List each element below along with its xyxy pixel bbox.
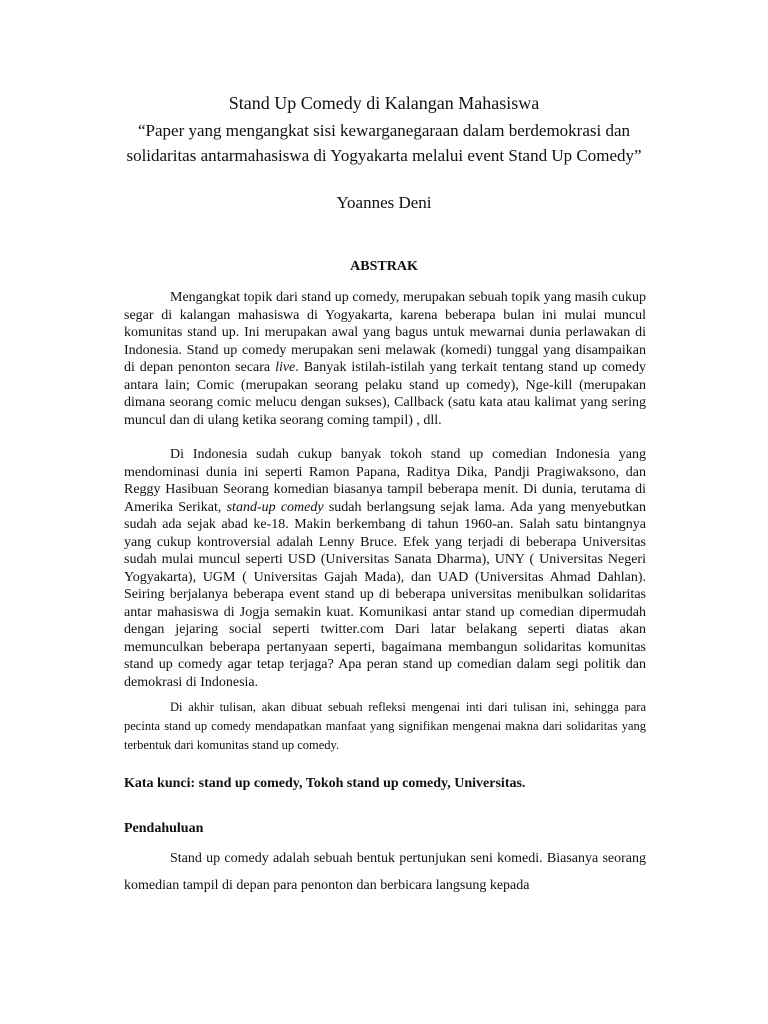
p2-text-b: sudah berlangsung sejak lama. Ada yang menyebutkan sudah ada sejak abad ke-18. Makin berkembang di tahun 1960-an. Salah satu bintangnya yang cukup kontroversial adalah Lenny Bruce. Efek yang terjadi di beberapa Universitas sudah mulai muncul seperti USD (Universitas Sanata Dharma), UNY ( Universitas Negeri Yogyakarta), UGM ( Universitas Gajah Mada), dan UAD (Universitas Ahmad Dahlan). Seiring berjalanya beberapa event stand up di beberapa universitas menibulkan solidaritas antar mahasiswa di Jogja semakin kuat. Komunikasi antar stand up comedian dipermudah dengan jejaring social seperti twitter.com Dari latar belakang seperti diatas akan memunculkan beberapa pertanyaan seperti, bagaimana membangun solidaritas komunitas stand up comedy agar tetap terjaga? Apa peran stand up comedian dalam segi politik dan demokrasi di Indonesia. [124,499,646,690]
intro-paragraph: Stand up comedy adalah sebuah bentuk pertunjukan seni komedi. Biasanya seorang komedian tampil di depan para penonton dan berbicara langsung kepada [124,851,646,893]
subtitle-line-2: solidaritas antarmahasiswa di Yogyakarta melalui event Stand Up Comedy” [126,146,642,165]
p1-live-italic: live [275,360,296,375]
section-heading: Pendahuluan [124,821,204,836]
p2-italic: stand-up comedy [226,499,324,515]
abstract-paragraph-3: Di akhir tulisan, akan dibuat sebuah refleksi mengenai inti dari tulisan ini, sehingga para pecinta stand up comedy mendapatkan manfaat yang signifikan mengenai makna dari solidaritas yang terbentuk dari komunitas stand up comedy. [124,700,646,752]
abstract-paragraph-1 [124,289,646,429]
author-name: Yoannes Deni [336,193,432,212]
subtitle-line-1: “Paper yang mengangkat sisi kewarganegaraan dalam berdemokrasi dan [137,121,631,140]
paper-subtitle [0,118,768,168]
abstract-paragraph-2 [124,446,646,691]
p1-text: Mengangkat topik dari stand up comedy, merupakan sebuah topik yang masih cukup segar di kalangan mahasiswa di Yogyakarta, karena beberapa bulan ini mulai muncul komunitas stand up. Ini merupakan awal yang bagus untuk mewarnai dunia perlawakan di Indonesia. Stand up comedy merupakan seni melawak (komedi) tunggal yang disampaikan di depan penonton secara [124,290,646,375]
abstract-heading: ABSTRAK [350,259,418,274]
p1-text-rest: . Banyak istilah-istilah yang terkait tentang stand up comedy antara lain; Comic (merupakan seorang pelaku stand up comedy), Nge-kill (merupakan dimana seorang comic melucu dengan sukses), Callback (satu kata atau kalimat yang sering muncul dan di ulang ketika seorang coming tampil) , dll. [124,360,647,428]
p2-text-a: Di Indonesia sudah cukup banyak tokoh stand up comedian Indonesia yang mendominasi dunia ini seperti Ramon Papana, Raditya Dika, Pandji Pragiwaksono, dan Reggy Hasibuan Seorang komedian biasanya tampil beberapa menit. Di dunia, terutama di Amerika Serikat, [124,447,646,515]
paper-title: Stand Up Comedy di Kalangan Mahasiswa [228,93,540,113]
keywords: Kata kunci: stand up comedy, Tokoh stand up comedy, Universitas. [124,776,526,791]
